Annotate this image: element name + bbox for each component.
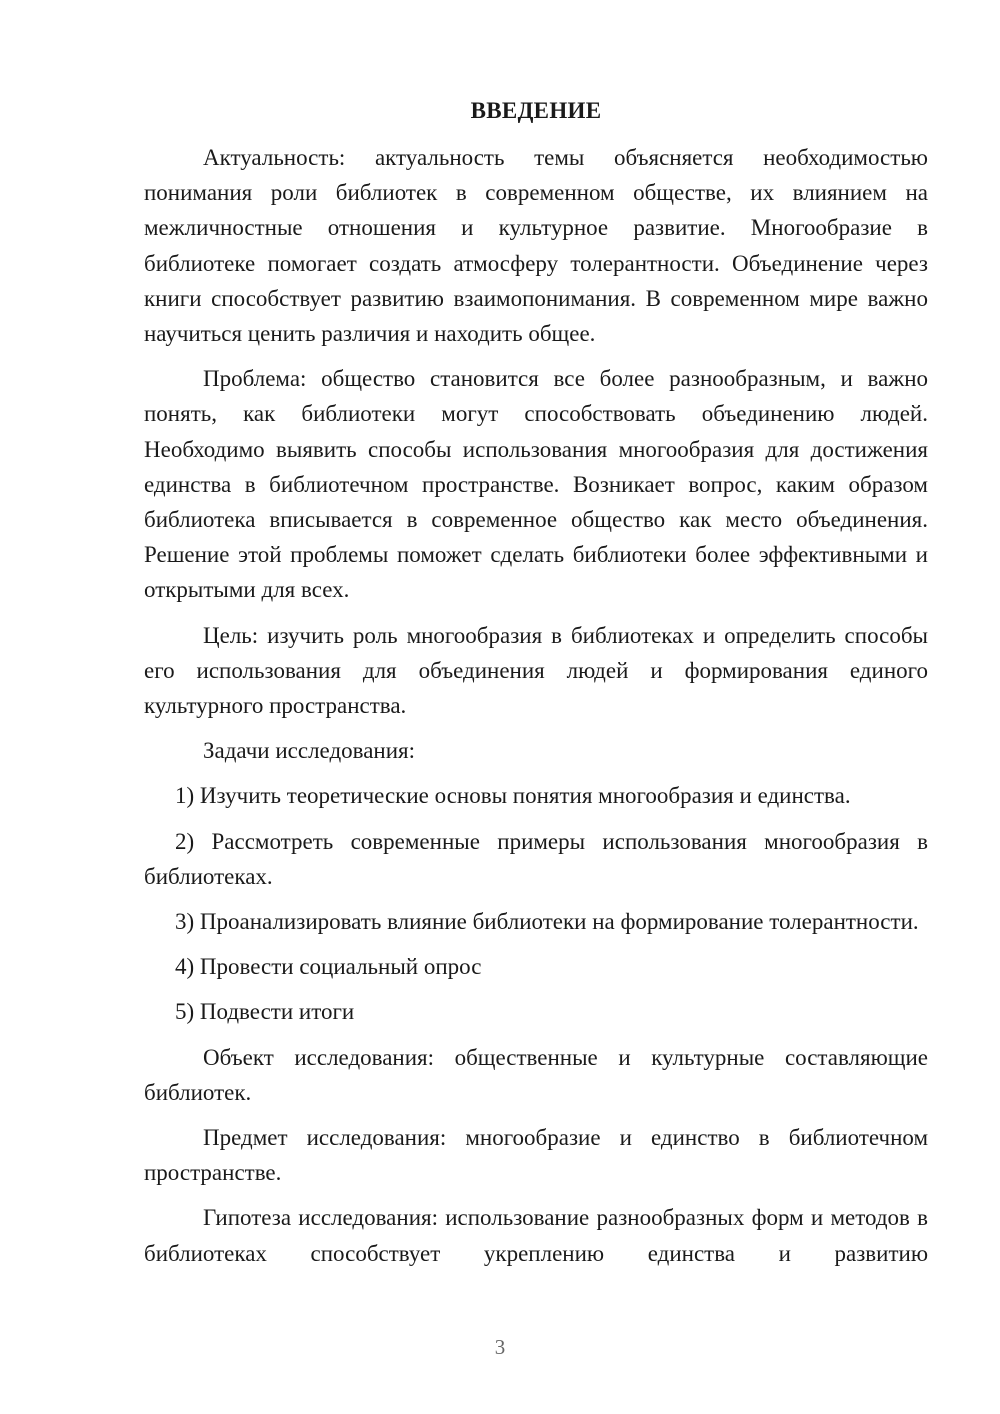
page-number: 3 bbox=[494, 1335, 506, 1359]
task-item-2: 2) Рассмотреть современные примеры использования многообразия в библиотеках. bbox=[144, 828, 928, 889]
hypothesis-paragraph: Гипотеза исследования: использование разнообразных форм и методов в библиотеках способствует укреплению единства и развитию bbox=[144, 1205, 928, 1266]
task-item-1: 1) Изучить теоретические основы понятия многообразия и единства. bbox=[175, 783, 851, 809]
goal-paragraph: Цель: изучить роль многообразия в библиотеках и определить способы его использования для объединения людей и формирования единого культурного пространства. bbox=[144, 622, 928, 719]
tasks-intro: Задачи исследования: bbox=[203, 738, 416, 764]
task-item-5: 5) Подвести итоги bbox=[175, 999, 355, 1025]
object-paragraph: Объект исследования: общественные и культурные составляющие библиотек. bbox=[144, 1044, 928, 1105]
problem-paragraph: Проблема: общество становится все более разнообразным, и важно понять, как библиотеки могут способствовать объединению людей. Необходимо выявить способы использования многообразия для достижения единства в библиотечном пространстве. Возникает вопрос, каким образом библиотека вписывается в современное общество как место объединения. Решение этой проблемы поможет сделать библиотеки более эффективными и открытыми для всех. bbox=[144, 366, 928, 603]
task-item-3: 3) Проанализировать влияние библиотеки на формирование толерантности. bbox=[175, 909, 919, 935]
task-item-4: 4) Провести социальный опрос bbox=[175, 954, 482, 980]
page-content bbox=[144, 96, 928, 1281]
section-heading: ВВЕДЕНИЕ bbox=[470, 98, 602, 123]
relevance-paragraph: Актуальность: актуальность темы объясняется необходимостью понимания роли библиотек в современном обществе, их влиянием на межличностные отношения и культурное развитие. Многообразие в библиотеке помогает создать атмосферу толерантности. Объединение через книги способствует развитию взаимопонимания. В современном мире важно научиться ценить различия и находить общее. bbox=[144, 145, 928, 347]
subject-paragraph: Предмет исследования: многообразие и единство в библиотечном пространстве. bbox=[144, 1125, 928, 1186]
